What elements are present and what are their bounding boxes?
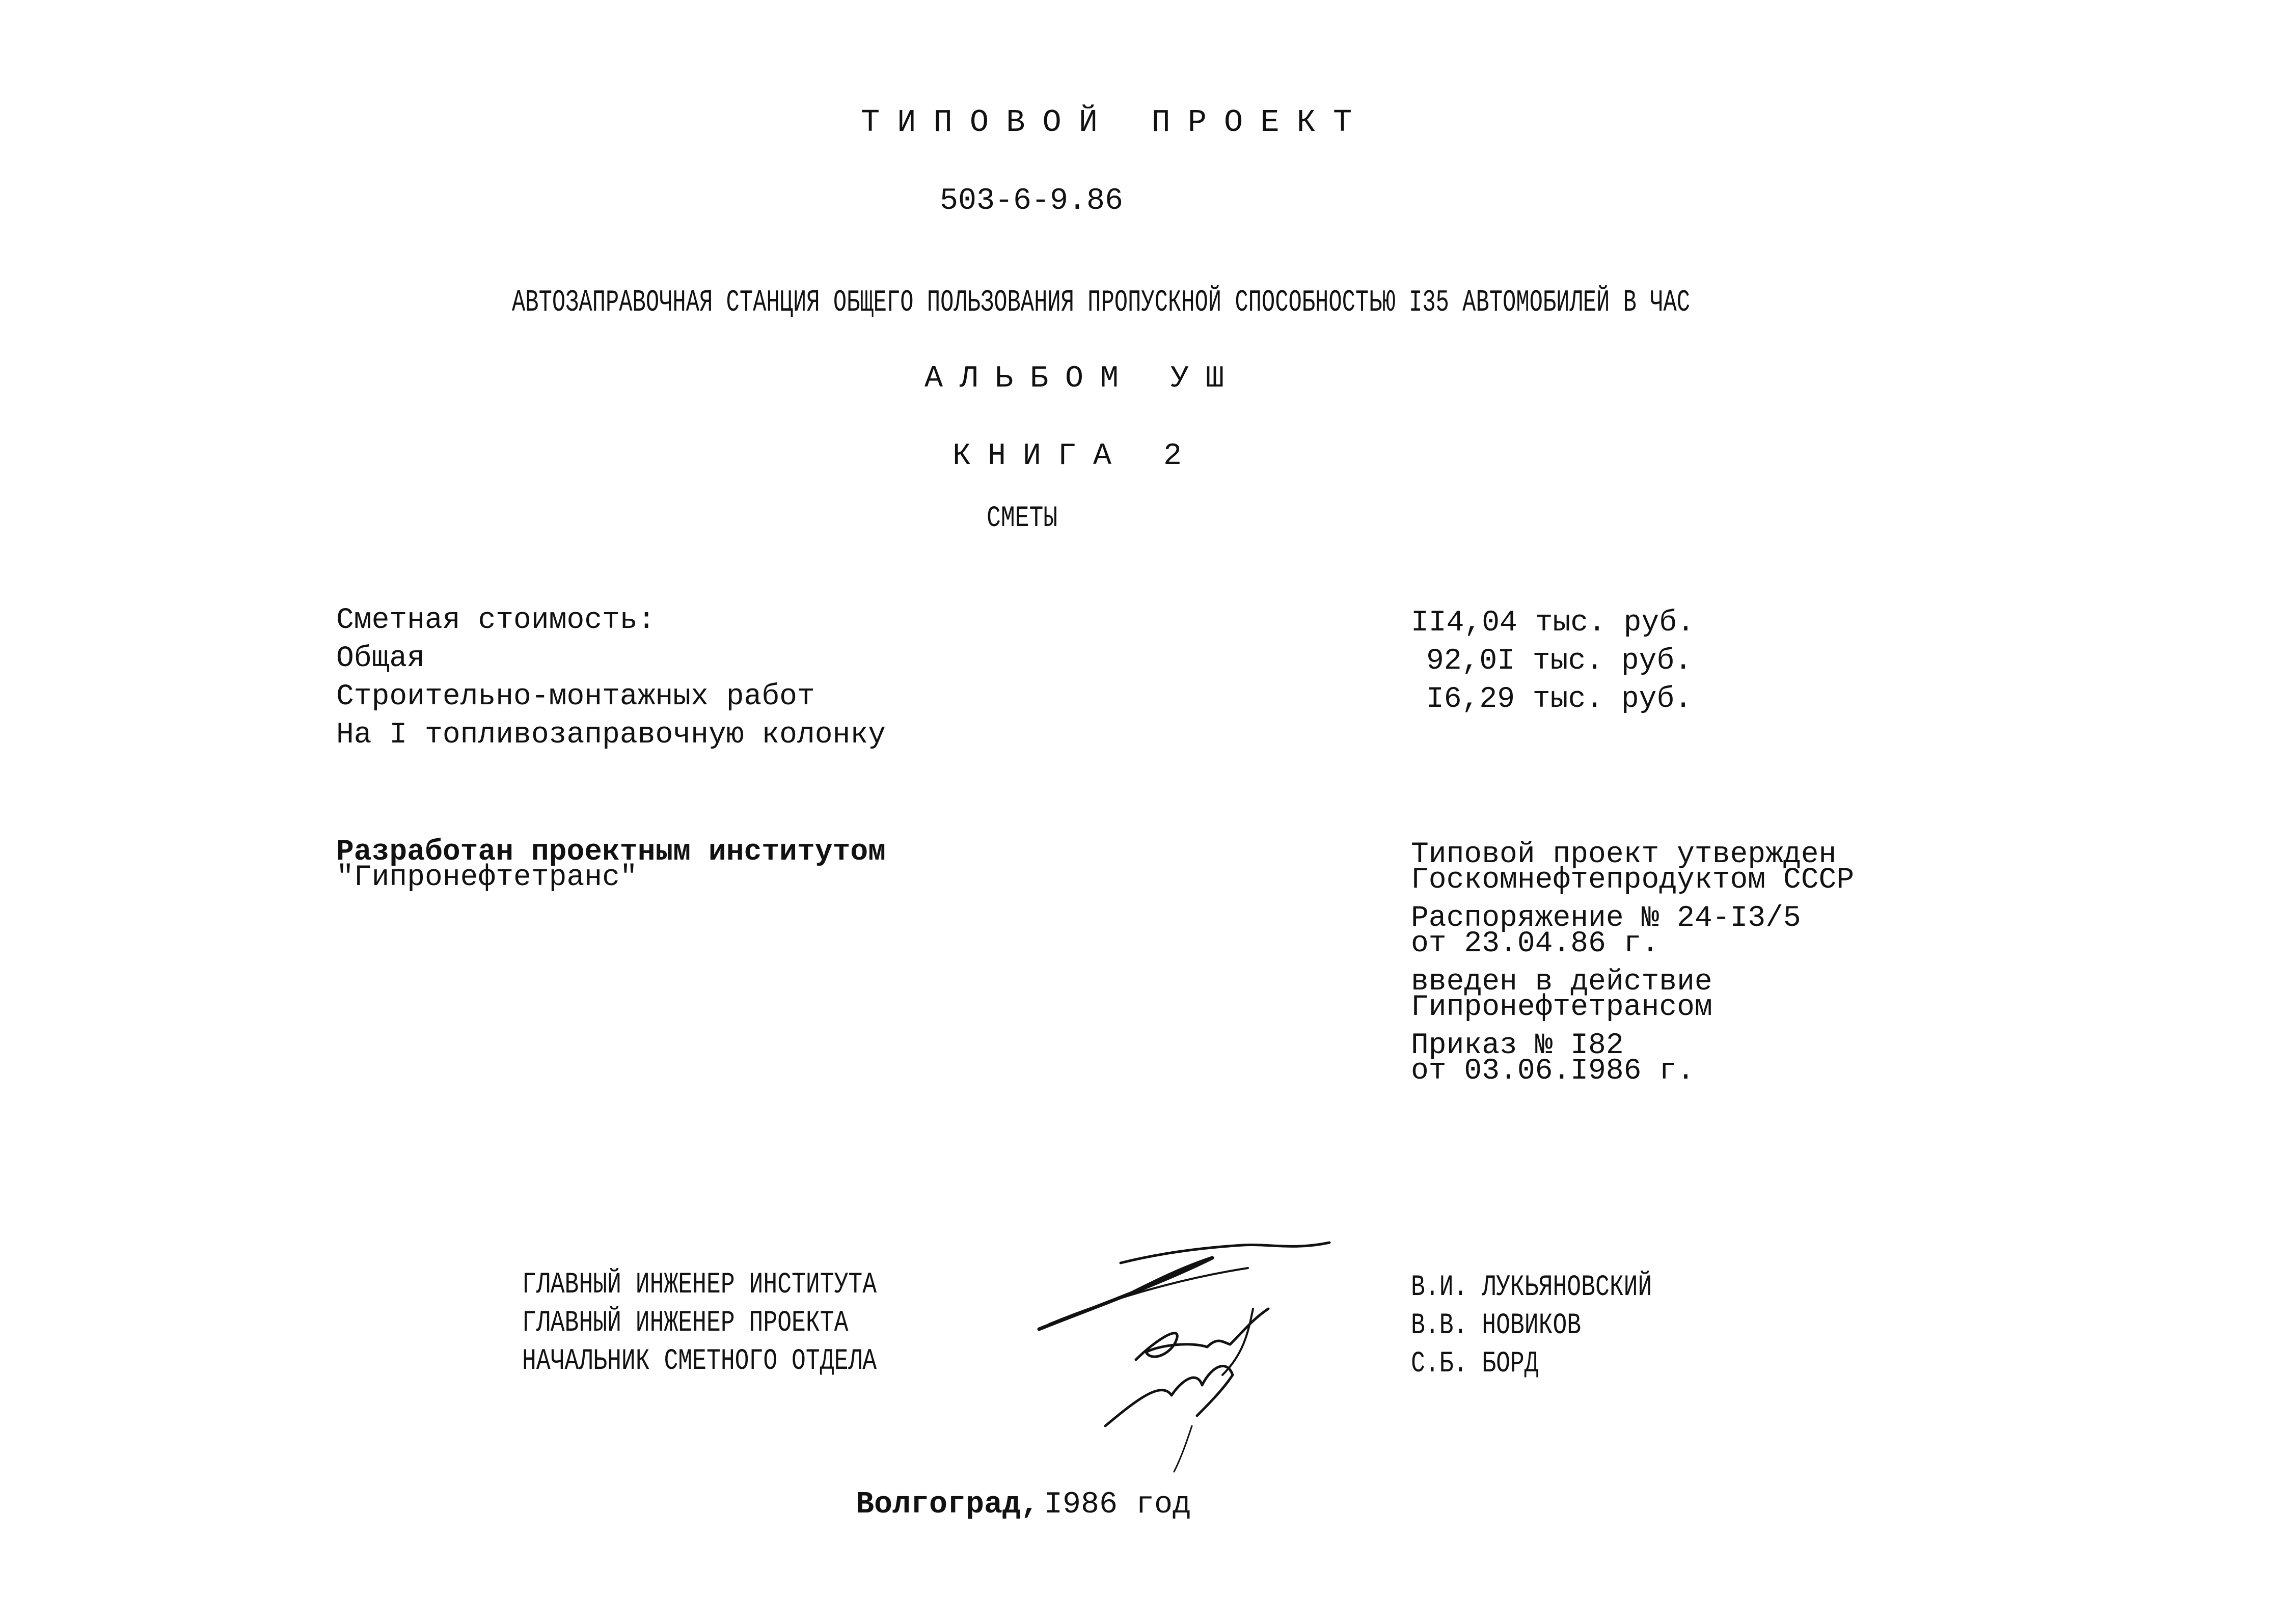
footer-city: Волгоград, — [856, 1488, 1040, 1522]
signature-stroke-6 — [1105, 1366, 1233, 1426]
approval-line-1: Типовой проект утвержден — [1411, 838, 1837, 871]
cost-value-per-pump: I6,29 тыс. руб. — [1426, 683, 1693, 716]
signatory-name-2: В.В. НОВИКОВ — [1411, 1309, 1582, 1342]
cost-label-per-pump: На I топливозаправочную колонку — [336, 719, 886, 752]
signature-stroke-5 — [1222, 1309, 1253, 1375]
cost-heading: Сметная стоимость: — [336, 604, 656, 637]
cost-value-total: II4,04 тыс. руб. — [1411, 607, 1695, 640]
cost-label-construction: Строительно-монтажных работ — [336, 680, 815, 713]
project-type-heading: ТИПОВОЙ ПРОЕКТ — [861, 104, 1370, 141]
footer-year: I986 год — [1044, 1488, 1191, 1522]
approval-line-6: Гипронефтетрансом — [1411, 991, 1712, 1024]
developer-line: Разработан проектным институтом — [336, 836, 886, 869]
project-number: 503-6-9.86 — [940, 184, 1124, 218]
signatory-position-2: ГЛАВНЫЙ ИНЖЕНЕР ПРОЕКТА — [522, 1307, 849, 1340]
approval-line-4: от 23.04.86 г. — [1411, 927, 1659, 960]
signatory-name-1: В.И. ЛУКЬЯНОВСКИЙ — [1411, 1271, 1652, 1304]
signatory-position-1: ГЛАВНЫЙ ИНЖЕНЕР ИНСТИТУТА — [522, 1269, 877, 1302]
approval-line-8: от 03.06.I986 г. — [1411, 1055, 1695, 1088]
project-title: АВТОЗАПРАВОЧНАЯ СТАНЦИЯ ОБЩЕГО ПОЛЬЗОВАНИЯ ПРОПУСКНОЙ СПОСОБНОСТЬЮ I35 АВТОМОБИЛЕЙ В ЧАС — [512, 286, 1691, 320]
approval-line-2: Госкомнефтепродуктом СССР — [1411, 864, 1855, 897]
signature-stroke-3 — [1049, 1268, 1248, 1324]
handwritten-signatures — [1029, 1222, 1385, 1477]
signature-stroke-7 — [1174, 1426, 1192, 1472]
cost-value-construction: 92,0I тыс. руб. — [1426, 645, 1693, 678]
signature-stroke-4 — [1136, 1309, 1268, 1360]
signatory-position-3: НАЧАЛЬНИК СМЕТНОГО ОТДЕЛА — [522, 1345, 877, 1378]
cost-label-total: Общая — [336, 642, 425, 675]
signatory-name-3: С.Б. БОРД — [1411, 1347, 1539, 1381]
approval-line-3: Распоряжение № 24-I3/5 — [1411, 902, 1801, 935]
developer-institute: "Гипронефтетранс" — [336, 861, 638, 894]
section-label: СМЕТЫ — [987, 502, 1058, 535]
book-label: КНИГА 2 — [953, 439, 1199, 474]
signature-stroke-2 — [1121, 1243, 1329, 1263]
approval-line-5: введен в действие — [1411, 966, 1712, 999]
approval-line-7: Приказ № I82 — [1411, 1029, 1624, 1062]
album-label: АЛЬБОМ УШ — [924, 362, 1241, 396]
